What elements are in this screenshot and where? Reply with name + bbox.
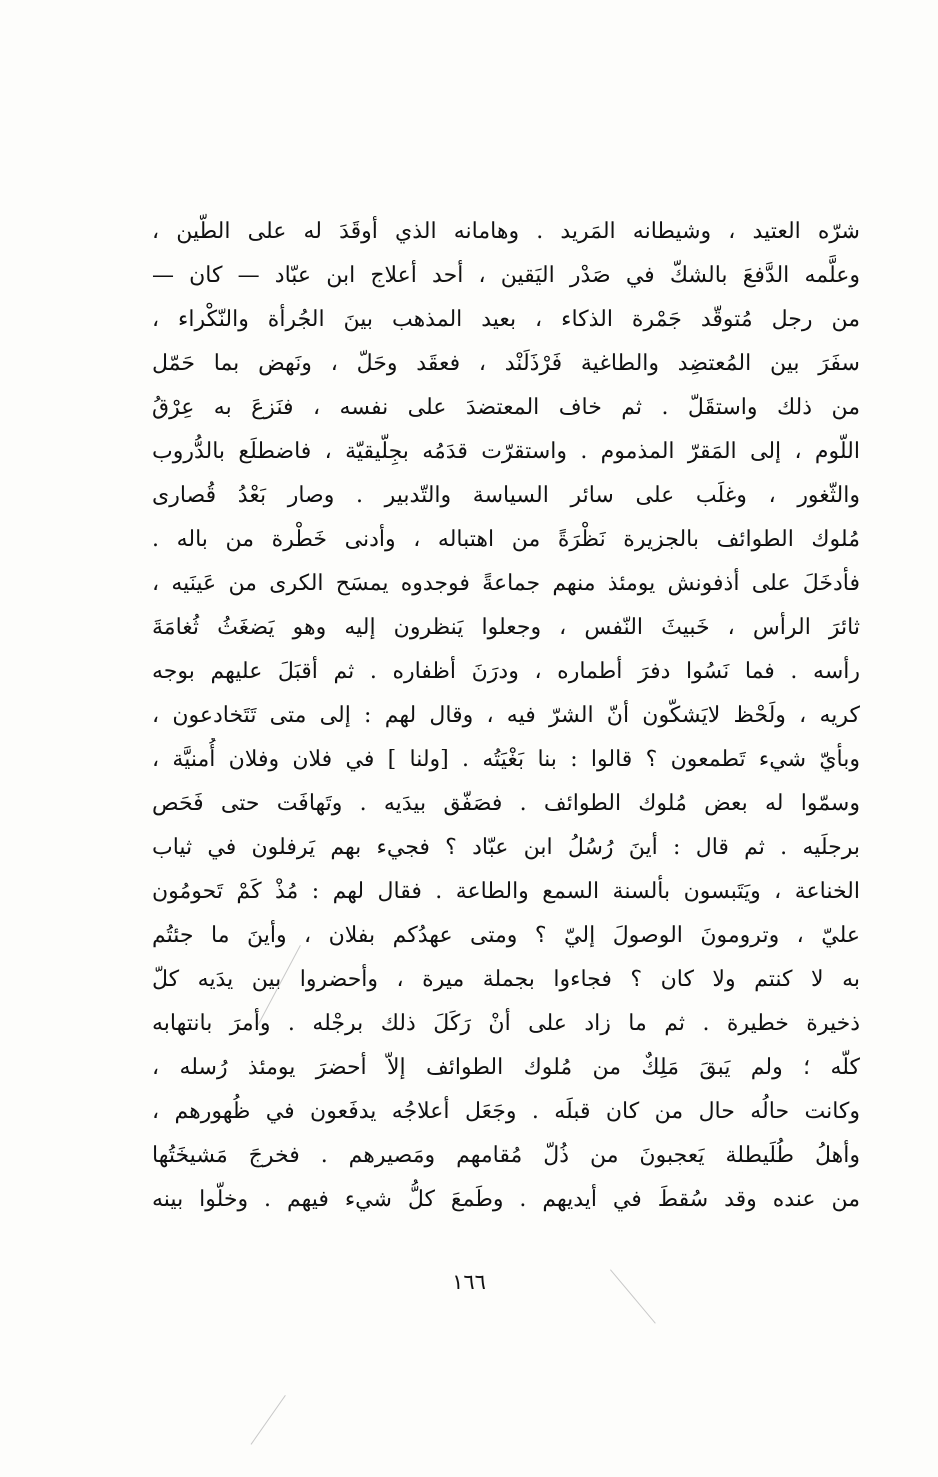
text-line: فأدخَلَ على أذفونش يومئذ منهم جماعةً فوجدوه يمسَح الكرى من عَينَيه ، [152, 571, 860, 596]
text-line: كريه ، ولَحْظ لايَشكّون أنّ الشرّ فيه ، وقال لهم : إلى متى تَتَخادعون ، [152, 703, 860, 728]
text-line: وأهلُ طُلَيطلة يَعجبونَ من ذُلّ مُقامهم ومَصيرهم . فخرجَ مَشيخَتُها [152, 1143, 860, 1168]
text-line: والثّغور ، وغلَب على سائر السياسة والتّدبير . وصار بَعْدُ قُصارى [152, 483, 860, 508]
text-line: ثائرَ الرأس ، خَبيثَ النّفس ، وجعلوا يَنظرون إليه وهو يَضغَثُ ثُغامَةَ [152, 615, 860, 640]
text-line: من رجل مُتوقّد جَمْرة الذكاء ، بعيد المذهب بينَ الجُرأة والنّكْراء ، [152, 307, 860, 332]
text-line: برجلَيه . ثم قال : أينَ رُسُلُ ابن عبّاد ؟ فجيء بهم يَرفلون في ثياب [152, 835, 860, 860]
text-line: من عنده وقد سُقطَ في أيديهم . وطَمعَ كلُّ شيء فيهم . وخلّوا بينه [152, 1187, 860, 1212]
text-line: اللّوم ، إلى المَقرّ المذموم . واستقرّت قدَمُه بجِلّيقيّة ، فاضطلَع بالدُّروب [152, 439, 860, 464]
text-line: وكانت حالُه حال من كان قبلَه . وجَعَل أعلاجُه يدفَعون في ظُهورهم ، [152, 1099, 860, 1124]
text-line: وسمّوا له بعض مُلوك الطوائف . فصَفّق بيدَيه . وتَهافَت حتى فَحَص [152, 791, 860, 816]
scan-mark [610, 1269, 656, 1323]
text-line: عليّ ، وترومونَ الوصولَ إليّ ؟ ومتى عهدُكم بفلان ، وأينَ ما جئتُم [152, 923, 860, 948]
text-line: الخناعة ، ويَتَبسون بألسنة السمع والطاعة . فقال لهم : مُذْ كَمْ تَحومُون [152, 879, 860, 904]
text-line: ذخيرة خطيرة . ثم ما زاد على أنْ رَكَلَ ذلك برجْله . وأمرَ بانتهابه [152, 1011, 860, 1036]
body-text [152, 210, 860, 1222]
text-line: وبأيّ شيء تَطمعون ؟ قالوا : بنا بَغْيَتُه . [ولنا ] في فلان وفلان أُمنيَّة ، [152, 747, 860, 772]
page-number: ١٦٦ [452, 1270, 486, 1294]
text-line: سفَرَ بين المُعتضِد والطاغية فَرْذَلَنْد ، فعقَد وحَلّ ، ونَهض بما حَمّل [152, 351, 860, 376]
text-line: رأسه . فما نَسُوا دفرَ أطماره ، ودرَنَ أظفاره . ثم أقبَلَ عليهم بوجه [152, 659, 860, 684]
scan-mark [251, 1395, 286, 1445]
text-line: مُلوك الطوائف بالجزيرة نَظْرَةً من اهتباله ، وأدنى خَطْرة من باله . [152, 527, 860, 552]
text-line: من ذلك واستقَلّ . ثم خاف المعتضدَ على نفسه ، فنَزعَ به عِرْقُ [152, 395, 860, 420]
text-line: وعلَّمه الدَّفعَ بالشكّ في صَدْر اليَقين ، أحد أعلاج ابن عبّاد — كان — [152, 263, 860, 288]
text-line: شرّه العتيد ، وشيطانه المَريد . وهامانه الذي أوقَدَ له على الطّين ، [152, 219, 860, 244]
text-line: كلّه ؛ ولم يَبقَ مَلِكٌ من مُلوك الطوائف إلاّ أحضرَ يومئذ رُسله ، [152, 1055, 860, 1080]
text-line: به لا كنتم ولا كان ؟ فجاءوا بجملة ميرة ، وأحضروا بين يدَيه كلّ [152, 967, 860, 992]
